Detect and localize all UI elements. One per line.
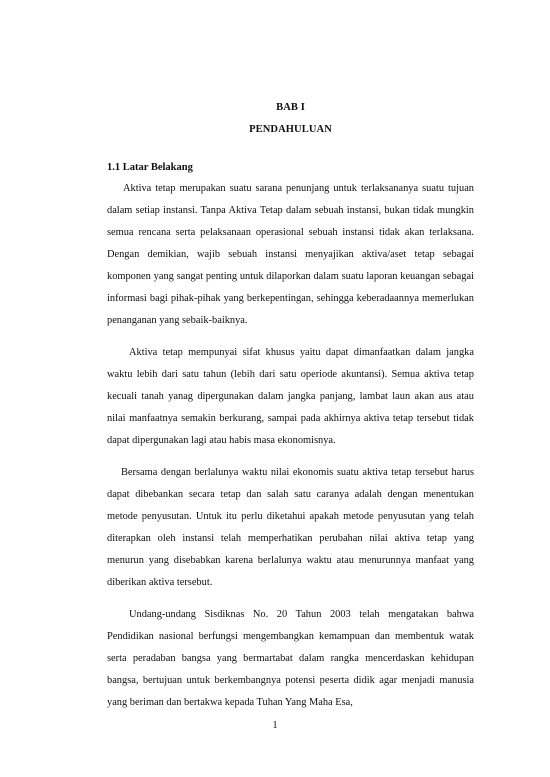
page-number: 1	[272, 720, 278, 731]
chapter-number: BAB I	[276, 102, 305, 113]
section-heading: 1.1 Latar Belakang	[107, 162, 193, 173]
chapter-title: PENDAHULUAN	[249, 124, 332, 135]
paragraph-3: Bersama dengan berlalunya waktu nilai ekonomis suatu aktiva tetap tersebut harus dapat dibebankan secara tetap dan salah satu caranya adalah dengan menentukan metode penyusutan. Untuk itu perlu diketahui apakah metode penyusutan yang telah diterapkan oleh instansi telah memperhatikan perubahan nilai aktiva tetap yang menurun yang disebabkan karena berlalunya waktu atau menurunnya manfaat yang diberikan aktiva tersebut.	[107, 467, 474, 588]
page-content	[107, 101, 474, 714]
paragraph-2: Aktiva tetap mempunyai sifat khusus yaitu dapat dimanfaatkan dalam jangka waktu lebih dari satu tahun (lebih dari satu operiode akuntansi). Semua aktiva tetap kecuali tanah yanag dipergunakan dalam jangka panjang, lambat laun akan aus atau nilai manfaatnya semakin berkurang, sampai pada akhirnya aktiva tetap tersebut tidak dapat dipergunakan lagi atau habis masa ekonomisnya.	[107, 347, 474, 446]
paragraph-1: Aktiva tetap merupakan suatu sarana penunjang untuk terlaksananya suatu tujuan dalam setiap instansi. Tanpa Aktiva Tetap dalam sebuah instansi, bukan tidak mungkin semua rencana serta pelaksanaan operasional sebuah instansi tidak akan terlaksana. Dengan demikian, wajib sebuah instansi menyajikan aktiva/aset tetap sebagai komponen yang sangat penting untuk dilaporkan dalam suatu laporan keuangan sebagai informasi bagi pihak-pihak yang berkepentingan, sehingga keberadaannya memerlukan penanganan yang sebaik-baiknya.	[107, 183, 474, 326]
paragraph-4: Undang-undang Sisdiknas No. 20 Tahun 2003 telah mengatakan bahwa Pendidikan nasional berfungsi mengembangkan kemampuan dan membentuk watak serta peradaban bangsa yang bermartabat dalam rangka mencerdaskan kehidupan bangsa, bertujuan untuk berkembangnya potensi peserta didik agar menjadi manusia yang beriman dan bertakwa kepada Tuhan Yang Maha Esa,	[107, 609, 474, 708]
